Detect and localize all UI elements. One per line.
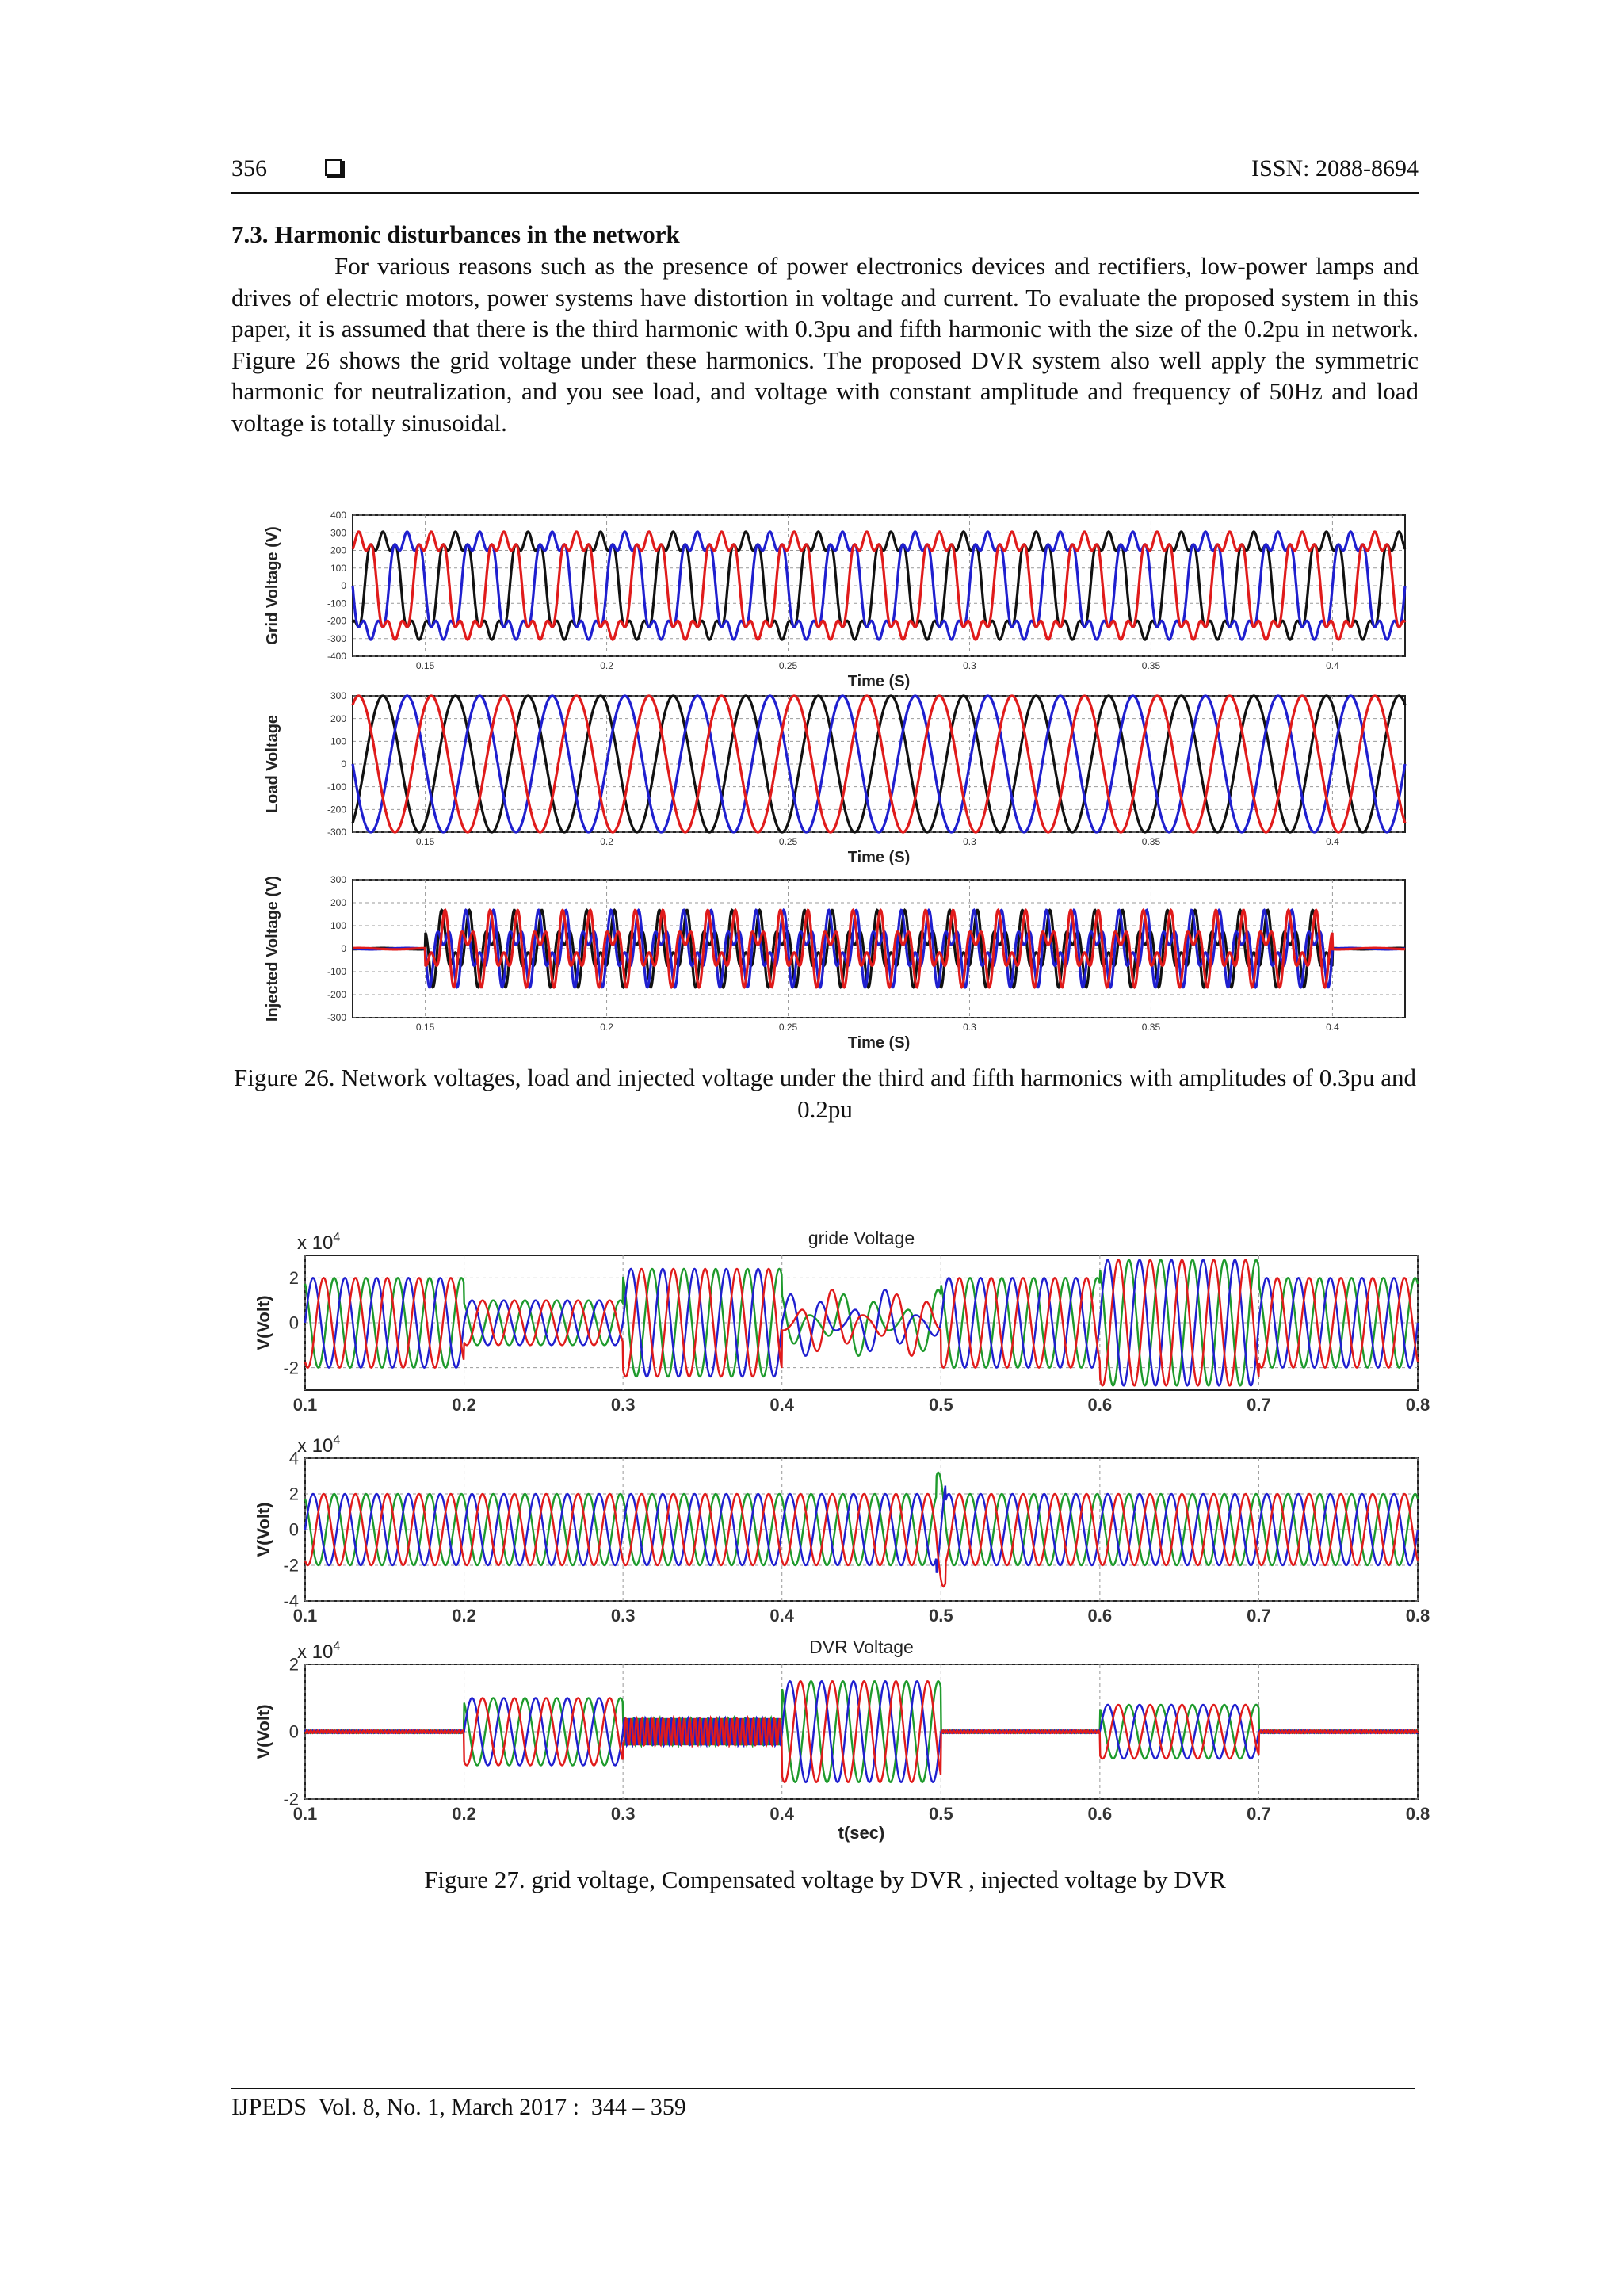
y-multiplier-label: x $10^4$ (297, 1434, 341, 1457)
x-tick-label: 0.1 (292, 1804, 318, 1824)
plot-panel-26-load (264, 690, 1405, 866)
y-tick-label: -100 (327, 598, 346, 609)
x-tick-label: 0.35 (1141, 660, 1161, 671)
y-tick-label: 0 (288, 1519, 299, 1540)
y-tick-label: 0 (341, 580, 346, 592)
x-axis-label: Time (S) (847, 673, 911, 690)
x-tick-label: 0.3 (610, 1606, 636, 1626)
x-tick-label: 0.2 (600, 1022, 613, 1033)
y-tick-label: -2 (283, 1789, 299, 1809)
y-tick-label: 200 (330, 712, 346, 724)
x-axis-label: Time (S) (847, 1034, 911, 1052)
y-tick-label: 4 (288, 1448, 299, 1469)
x-tick-label: 0.25 (778, 836, 798, 847)
y-tick-label: -300 (327, 632, 346, 644)
header-rule (231, 192, 1419, 194)
x-tick-label: 0.2 (452, 1606, 476, 1626)
y-tick-label: 0 (288, 1312, 299, 1333)
y-tick-label: -2 (283, 1555, 299, 1576)
plot-panel-27-compensated (254, 1434, 1430, 1626)
panel-title: gride Voltage (808, 1228, 915, 1248)
y-tick-label: -200 (327, 615, 346, 627)
y-tick-label: -100 (327, 966, 346, 978)
x-tick-label: 0.15 (415, 836, 435, 847)
plot-panel-27-dvr (254, 1637, 1430, 1843)
x-tick-label: 0.2 (600, 660, 613, 671)
y-tick-label: 300 (330, 527, 346, 539)
y-tick-label: 0 (341, 943, 346, 955)
plot-panel-26-grid (264, 510, 1405, 690)
y-tick-label: 300 (330, 690, 346, 702)
y-axis-label: Grid Voltage (V) (264, 526, 281, 645)
y-tick-label: -400 (327, 651, 346, 663)
page-number: 356 (231, 155, 267, 181)
y-axis-label: V(Volt) (254, 1502, 273, 1557)
y-tick-label: -2 (283, 1358, 299, 1378)
y-tick-label: 100 (330, 562, 346, 574)
x-tick-label: 0.5 (928, 1804, 953, 1824)
x-tick-label: 0.15 (415, 660, 435, 671)
x-tick-label: 0.7 (1247, 1606, 1271, 1626)
x-tick-label: 0.1 (292, 1395, 318, 1415)
y-multiplier-label: x $10^4$ (297, 1231, 341, 1254)
y-axis-label: Load Voltage (264, 714, 281, 814)
x-tick-label: 0.25 (778, 660, 798, 671)
x-tick-label: 0.25 (778, 1022, 798, 1033)
plot-panel-27-grid (254, 1228, 1430, 1415)
header-square-icon (325, 159, 342, 176)
y-tick-label: 300 (330, 874, 346, 886)
x-tick-label: 0.35 (1141, 1022, 1161, 1033)
x-tick-label: 0.4 (1326, 1022, 1339, 1033)
x-tick-label: 0.5 (928, 1606, 953, 1626)
y-tick-label: 400 (330, 510, 346, 521)
x-tick-label: 0.4 (1326, 836, 1339, 847)
y-axis-label: V(Volt) (254, 1704, 273, 1759)
x-tick-label: 0.15 (415, 1022, 435, 1033)
x-tick-label: 0.8 (1405, 1395, 1430, 1415)
y-tick-label: 0 (341, 758, 346, 770)
footer-citation: IJPEDS Vol. 8, No. 1, March 2017 : 344 – 359 (231, 2094, 686, 2120)
x-axis-label: Time (S) (847, 849, 911, 866)
y-tick-label: 200 (330, 897, 346, 909)
y-axis-label: V(Volt) (254, 1295, 273, 1350)
x-tick-label: 0.6 (1087, 1606, 1113, 1626)
x-tick-label: 0.7 (1247, 1395, 1271, 1415)
x-tick-label: 0.3 (963, 660, 976, 671)
footer-rule (231, 2088, 1415, 2089)
body-paragraph: For various reasons such as the presence of power electronics devices and rectifiers, low-power lamps and drives of electric motors, power systems have distortion in voltage and current. To evaluate the proposed system in this paper, it is assumed that there is the third harmonic with 0.3pu and fifth harmonic with the size of the 0.2pu in network. Figure 26 shows the grid voltage under these harmonics. The proposed DVR system also well apply the symmetric harmonic for neutralization, and you see load, and voltage with constant amplitude and frequency of 50Hz and load voltage is totally sinusoidal. (231, 252, 1419, 437)
y-axis-label: Injected Voltage (V) (264, 875, 281, 1022)
x-tick-label: 0.2 (452, 1804, 476, 1824)
x-axis-label: t(sec) (838, 1823, 885, 1843)
y-tick-label: -200 (327, 804, 346, 816)
plot-panel-26-injected (264, 874, 1405, 1052)
y-tick-label: 2 (288, 1654, 299, 1675)
y-tick-label: -300 (327, 1012, 346, 1024)
section-heading: 7.3. Harmonic disturbances in the network (231, 220, 680, 248)
y-tick-label: -4 (283, 1591, 299, 1611)
y-tick-label: -300 (327, 827, 346, 839)
y-multiplier-label: x $10^4$ (297, 1640, 341, 1663)
x-tick-label: 0.6 (1087, 1395, 1113, 1415)
y-tick-label: 2 (288, 1268, 299, 1289)
y-tick-label: 100 (330, 735, 346, 747)
x-tick-label: 0.3 (963, 836, 976, 847)
x-tick-label: 0.3 (963, 1022, 976, 1033)
figure-26-caption: Figure 26. Network voltages, load and injected voltage under the third and fifth harmonics with amplitudes of 0.3pu and 0.2pu (234, 1064, 1416, 1123)
y-tick-label: 100 (330, 920, 346, 932)
x-tick-label: 0.8 (1405, 1606, 1430, 1626)
y-tick-label: 200 (330, 544, 346, 556)
x-tick-label: 0.4 (769, 1804, 795, 1824)
x-tick-label: 0.2 (452, 1395, 476, 1415)
figure-26 (0, 498, 1623, 1052)
figure-27-caption: Figure 27. grid voltage, Compensated voltage by DVR , injected voltage by DVR (424, 1866, 1226, 1893)
x-tick-label: 0.3 (610, 1804, 636, 1824)
y-tick-label: 2 (288, 1484, 299, 1504)
x-tick-label: 0.5 (928, 1395, 953, 1415)
x-tick-label: 0.4 (769, 1606, 795, 1626)
y-tick-label: 0 (288, 1721, 299, 1742)
y-tick-label: -200 (327, 989, 346, 1001)
x-tick-label: 0.1 (292, 1606, 318, 1626)
figure-27 (0, 1189, 1623, 1847)
panel-title: DVR Voltage (809, 1637, 914, 1657)
journal-issn: ISSN: 2088-8694 (1251, 155, 1419, 181)
x-tick-label: 0.2 (600, 836, 613, 847)
x-tick-label: 0.6 (1087, 1804, 1113, 1824)
x-tick-label: 0.7 (1247, 1804, 1271, 1824)
x-tick-label: 0.4 (769, 1395, 795, 1415)
x-tick-label: 0.35 (1141, 836, 1161, 847)
x-tick-label: 0.8 (1405, 1804, 1430, 1824)
x-tick-label: 0.3 (610, 1395, 636, 1415)
y-tick-label: -100 (327, 781, 346, 793)
x-tick-label: 0.4 (1326, 660, 1339, 671)
